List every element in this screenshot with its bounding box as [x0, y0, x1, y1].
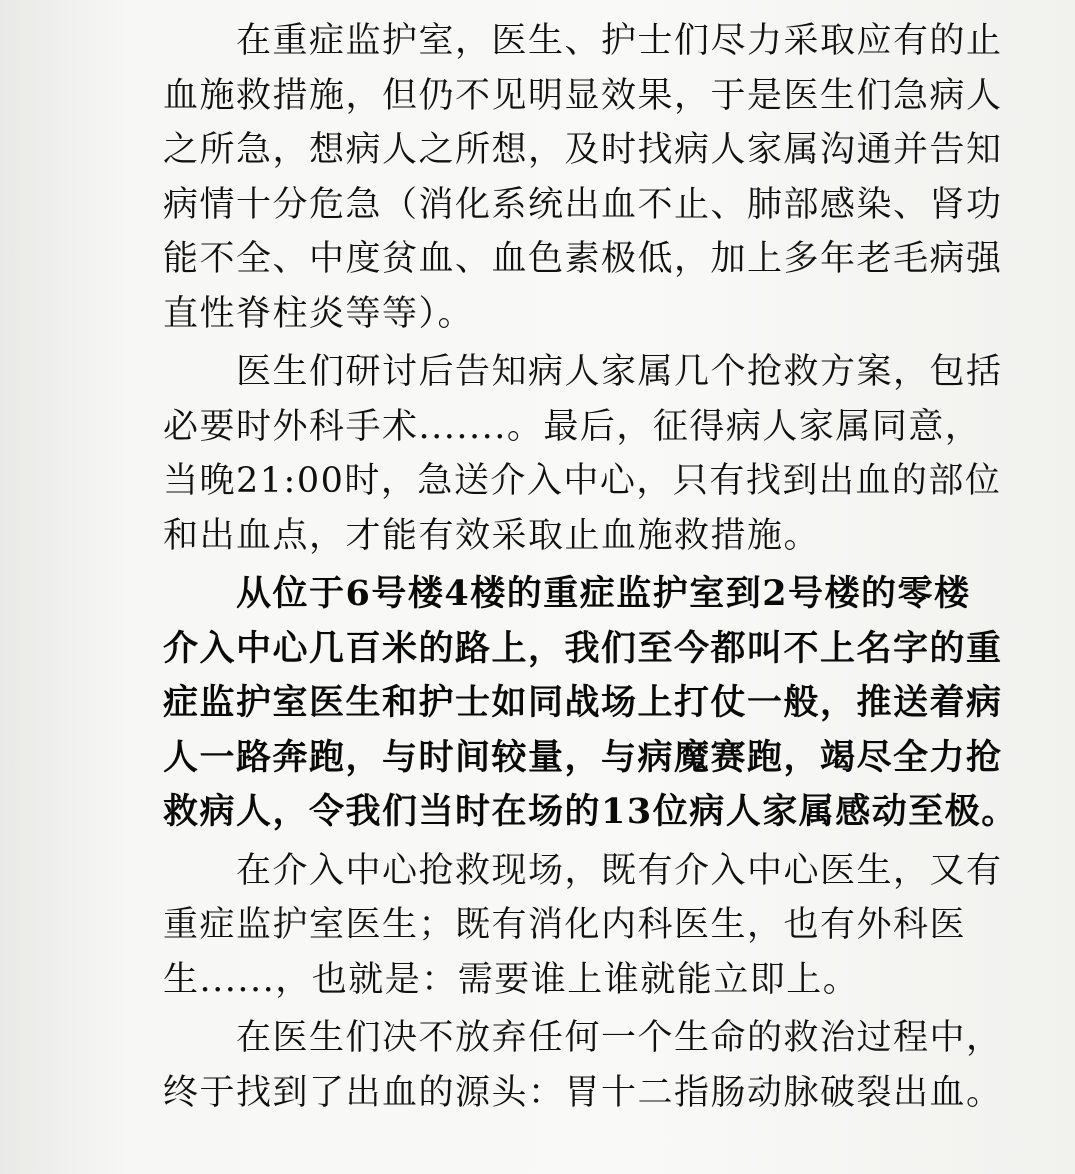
- paragraph-icu-rescue: [163, 14, 1003, 341]
- text-line: 当晚21:00时，急送介入中心，只有找到出血的部位: [163, 461, 1002, 501]
- text-line: 介入中心几百米的路上，我们至今都叫不上名字的重: [163, 627, 1003, 669]
- paragraph-rescue-plan: [163, 345, 1003, 563]
- text-line: 血施救措施，但仍不见明显效果，于是医生们急病人: [163, 75, 1003, 116]
- document-body: [163, 14, 1018, 1120]
- text-line: 从位于6号楼4楼的重症监护室到2号楼的零楼: [163, 573, 971, 614]
- text-line: 终于找到了出血的源头：胃十二指肠动脉破裂出血。: [163, 1072, 1003, 1113]
- text-line: 能不全、中度贫血、血色素极低，加上多年老毛病强: [163, 239, 1003, 279]
- text-line: 救病人，令我们当时在场的13位病人家属感动至极。: [163, 791, 1018, 832]
- text-line: 重症监护室医生；既有消化内科医生，也有外科医: [163, 905, 967, 945]
- text-line: 人一路奔跑，与时间较量，与病魔赛跑，竭尽全力抢: [163, 736, 1003, 778]
- text-line: 直性脊柱炎等等）。: [163, 293, 475, 334]
- text-line: 生......，也就是：需要谁上谁就能立即上。: [163, 959, 860, 1000]
- text-line: 医生们研讨后告知病人家属几个抢救方案，包括: [163, 352, 1003, 392]
- paragraph-transfer-bold: [163, 567, 1018, 840]
- paragraph-intervention-center: [163, 844, 1003, 1008]
- text-line: 病情十分危急（消化系统出血不止、肺部感染、肾功: [163, 184, 1003, 225]
- text-line: 症监护室医生和护士如同战场上打仗一般，推送着病: [163, 682, 1003, 723]
- text-line: 在介入中心抢救现场，既有介入中心医生，又有: [163, 850, 1003, 891]
- text-line: 在重症监护室，医生、护士们尽力采取应有的止: [163, 21, 1003, 61]
- text-line: 之所急，想病人之所想，及时找病人家属沟通并告知: [163, 130, 1003, 170]
- text-line: 和出血点，才能有效采取止血施救措施。: [163, 515, 821, 556]
- text-line: 必要时外科手术.......。最后，征得病人家属同意，: [163, 406, 982, 447]
- text-line: 在医生们决不放弃任何一个生命的救治过程中，: [163, 1018, 1003, 1058]
- paragraph-bleeding-source: [163, 1011, 1003, 1120]
